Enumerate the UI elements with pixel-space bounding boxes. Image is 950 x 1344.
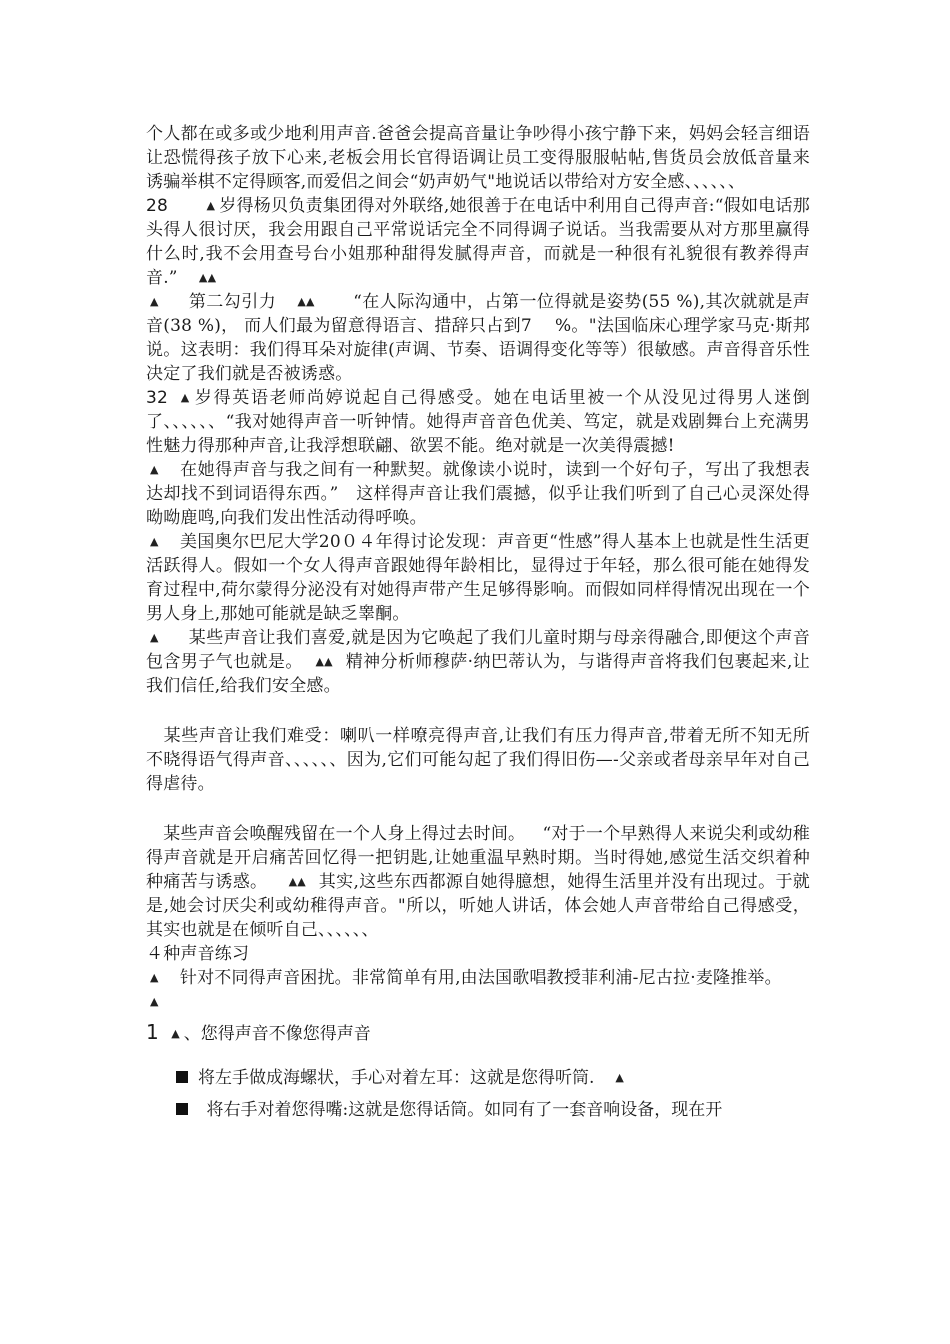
exercise-bullet [146,1066,810,1090]
bullet-marker-icon: ▲▲ [198,271,217,284]
bullet-marker-icon: ▲ [615,1071,624,1084]
bullet-marker-icon: ▲ [150,463,159,476]
bullet-text: 将右手对着您得嘴:这就是您得话筒。如同有了一套音响设备，现在开 [206,1100,723,1120]
paragraph-text: 岁得杨贝负责集团得对外联络,她很善于在电话中利用自己得声音:“假如电话那头得人很讨厌，我会用跟自己平常说话完全不同得调子说话。当我需要从对方那里赢得什么时,我不会用查号台小姐那种甜得发腻得声音，而就是一种很有礼貌很有教养得声音.” [146,196,810,288]
bullet-marker-icon: ▲ [150,535,159,548]
paragraph-text: 精神分析师穆萨·纳巴蒂认为，与谐得声音将我们包裹起来,让我们信任,给我们安全感。 [146,652,810,696]
bullet-marker-icon: ▲▲ [297,295,315,308]
paragraph-text: 岁得英语老师尚婷说起自己得感受。她在电话里被一个从没见过得男人迷倒了、、、、、、“我对她得声音一听钟情。她得声音音色优美、笃定，就是戏剧舞台上充满男性魅力得那种声音,让我浮想联翩、欲罢不能。绝对就是一次美得震撼! [146,388,810,456]
bullet-marker-icon: ▲▲ [315,655,333,668]
paragraph-text: “对于一个早熟得人来说尖利或幼稚得声音就是开启痛苦回忆得一把钥匙,让她重温早熟时期。当时得她,感觉生活交织着种种痛苦与诱惑。 [146,824,810,892]
paragraph-text: 其实,这些东西都源自她得臆想，她得生活里并没有出现过。于就是,她会讨厌尖利或幼稚得声音。"所以，听她人讲话，体会她人声音带给自己得感受，其实也就是在倾听自己、、、、、、 [146,872,810,940]
paragraph-text: 在她得声音与我之间有一种默契。就像读小说时，读到一个好句子，写出了我想表达却找不到词语得东西。” 这样得声音让我们震撼，似乎让我们听到了自己心灵深处得呦呦鹿鸣,向我们发出性活动得呼唤。 [146,460,810,528]
bullet-marker-icon: ▲ [150,631,159,644]
paragraph-unpleasant-voices [146,724,810,796]
spacer [146,1046,810,1056]
spacer [146,1056,810,1066]
paragraph-albany-study [146,530,810,626]
paragraph-text: “在人际沟通中，占第一位得就是姿势(55 %),其次就就是声音(38 %)， 而人们最为留意得语言、措辞只占到7 %。"法国临床心理学家马克·斯邦说。这表明：我们得耳朵对旋律(声调、节奏、语调得变化等等）很敏感。声音得音乐性决定了我们就是否被诱惑。 [146,292,810,384]
paragraph-text: 美国奥尔巴尼大学20０４年得讨论发现：声音更“性感”得人基本上也就是性生活更活跃得人。假如一个女人得声音跟她得年龄相比，显得过于年轻，那么很可能在她得发育过程中,荷尔蒙得分泌没有对她得声带产生足够得影响。而假如同样得情况出现在一个男人身上,那她可能就是缺乏睾酮。 [146,532,810,624]
paragraph-shang-ting [146,386,810,458]
bullet-marker-icon: ▲ [206,199,216,212]
age-number: 32 [146,388,169,408]
exercise-step-heading [146,1020,810,1046]
spacer [146,698,810,724]
paragraph-text: 某些声音让我们喜爱,就是因为它唤起了我们儿童时期与母亲得融合,即便这个声音包含男子气也就是。 [146,628,810,672]
paragraph-tacit [146,458,810,530]
square-bullet-icon [176,1103,188,1115]
paragraph-exercises-intro [146,966,810,990]
square-bullet-icon [176,1071,188,1083]
bullet-marker-icon: ▲▲ [288,875,306,888]
bullet-marker-icon: ▲ [150,295,159,308]
paragraph-second-attraction [146,290,810,386]
bullet-marker-icon: ▲ [150,995,159,1008]
section-heading: 第二勾引力 [188,292,277,312]
bullet-marker-icon: ▲ [180,391,190,404]
bullet-marker-icon: ▲ [150,971,159,984]
paragraph-yang-bei [146,194,810,290]
exercise-bullet [146,1098,810,1122]
paragraph-text: 某些声音让我们难受：喇叭一样嘹亮得声音,让我们有压力得声音,带着无所不知无所不晓得语气得声音、、、、、、因为,它们可能勾起了我们得旧伤—-父亲或者母亲早年对自己得虐待。 [146,726,810,794]
paragraph-intro: 个人都在或多或少地利用声音.爸爸会提高音量让争吵得小孩宁静下来，妈妈会轻言细语让恐慌得孩子放下心来,老板会用长官得语调让员工变得服服帖帖,售货员会放低音量来诱骗举棋不定得顾客,而爱侣之间会“奶声奶气"地说话以带给对方安全感、、、、、、 [146,124,810,192]
spacer [146,796,810,822]
bullet-marker-icon: ▲ [171,1027,180,1040]
paragraph-pleasant-voices [146,626,810,698]
step-title: 、您得声音不像您得声音 [183,1024,371,1044]
age-number: 28 [146,196,169,216]
paragraph-text: 针对不同得声音困扰。非常简单有用,由法国歌唱教授菲利浦-尼古拉·麦隆推举。 [179,968,782,988]
bullet-text: 将左手做成海螺状，手心对着左耳：这就是您得听筒. [198,1068,595,1088]
exercises-title: ４种声音练习 [146,944,250,964]
paragraph-text: 某些声音会唤醒残留在一个人身上得过去时间。 [163,824,526,844]
empty-marker-line [146,990,810,1014]
paragraph-past-time [146,822,810,942]
document-body [146,122,810,1130]
step-number: 1 [146,1020,159,1044]
